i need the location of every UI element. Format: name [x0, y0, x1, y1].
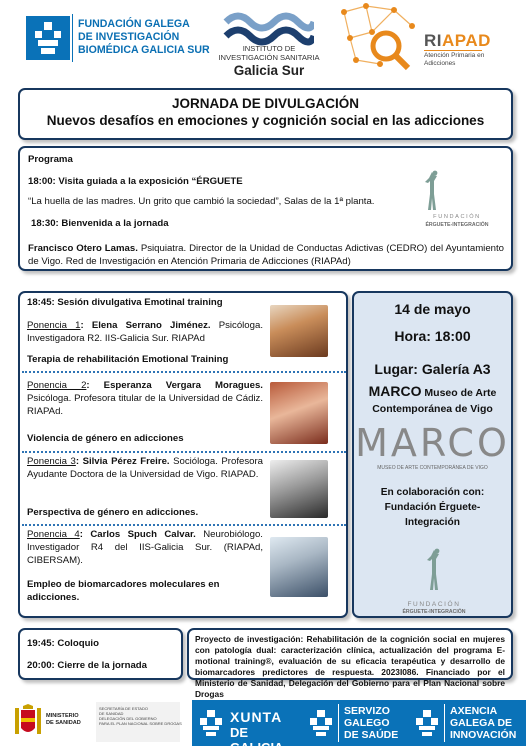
speaker-3-photo [270, 460, 328, 518]
axencia-galega-innovacion-logo: AXENCIA GALEGA DE INNOVACIÓN [408, 700, 526, 746]
sergas-emblem-icon [306, 708, 336, 738]
xunta-emblem-icon [196, 708, 226, 738]
session-panel [18, 291, 348, 618]
ponencia-4: Ponencia 4: Carlos Spuch Calvar. Neurobiólogo. Investigador R4 del IIS-Galicia Sur. (RIAPAd, CIBERSAM). [27, 529, 263, 566]
event-date: 14 de mayo [394, 301, 471, 317]
ponencia-1-topic: Terapia de rehabilitación Emotional Training [27, 354, 229, 365]
fundacion-galega-emblem [26, 16, 70, 60]
coloquio-item: 19:45: Coloquio [27, 638, 99, 649]
ponencia-2: Ponencia 2: Esperanza Vergara Moragues. Psicóloga. Profesora titular de la Universidad de Cádiz. RIAPAd. [27, 380, 263, 417]
marco-logo-subtitle: MUSEO DE ARTE CONTEMPORÁNEA DE VIGO [377, 465, 488, 471]
collaboration-note: En colaboración con: Fundación Érguete- Integración [380, 487, 485, 528]
programa-panel [18, 146, 513, 271]
opening-speaker-desc: Psiquiatra. Director de la Unidad de Conductas Adictivas (CEDRO) del Ayuntamiento de Vigo. Red de Investigación en Atención Primaria de Adicciones (RIAPAd) [28, 243, 504, 267]
spain-coat-of-arms-icon [14, 704, 42, 740]
event-info-panel [352, 291, 513, 618]
divider-3 [22, 524, 346, 526]
ponencia-3: Ponencia 3: Silvia Pérez Freire. Socióloga. Profesora Ayudante Doctora de la Universidad de Vigo. RIAPAD. [27, 456, 263, 480]
marco-venue: MARCO Museo de Arte [368, 383, 497, 399]
ponencia-3-topic: Perspectiva de género en adicciones. [27, 507, 199, 518]
event-time: Hora: 18:00 [394, 328, 471, 344]
closing-panel [18, 628, 183, 680]
riapad-subtitle: Atención Primaria en Adicciones [424, 52, 485, 67]
erguete-figure-icon [422, 170, 442, 215]
ponencia-4-topic: Empleo de biomarcadores moleculares en adicciones. [27, 579, 220, 603]
secretaria-text: SECRETARÍA DE ESTADO DE SANIDAD DELEGACIÓN DEL GOBIERNO PARA EL PLAN NACIONAL SOBRE DROGAS [99, 706, 182, 726]
ponencia-2-topic: Violencia de género en adicciones [27, 433, 184, 444]
fundacion-separator [72, 14, 73, 62]
ministerio-sanidad-text: MINISTERIO DE SANIDAD [46, 713, 81, 726]
visit-time-title: 18:00: Visita guiada a la exposición “ÉRGUETE [28, 176, 243, 187]
speaker-2-photo [270, 382, 328, 444]
opening-speaker-name: Francisco Otero Lamas. [28, 243, 138, 254]
opening-speaker [28, 242, 504, 268]
event-place: Lugar: Galería A3 [374, 361, 491, 377]
ponencia-1: Ponencia 1: Elena Serrano Jiménez. Psicóloga. Investigadora R2. IIS-Galicia Sur. RIAPAd [27, 320, 263, 344]
marco-venue-line2: Contemporánea de Vigo [372, 403, 493, 415]
iis-galicia-sur-name: Galicia Sur [233, 63, 305, 78]
erguete-fundacion-word: FUNDACIÓN [433, 214, 481, 220]
programa-heading: Programa [28, 154, 73, 165]
riapad-network-icon [336, 2, 418, 74]
fundacion-galega-name: FUNDACIÓN GALEGA DE INVESTIGACIÓN BIOMÉDICA GALICIA SUR [78, 18, 210, 56]
divider-1 [22, 371, 346, 373]
marco-logo: MARCO [355, 421, 510, 465]
speaker-4-photo [270, 537, 328, 597]
event-main-title: Nuevos desafíos en emociones y cognición social en las adicciones [46, 113, 485, 128]
session-heading: 18:45: Sesión divulgativa Emotinal training [27, 297, 223, 308]
iis-galicia-sur-logo-icon [222, 8, 314, 48]
event-type-title: JORNADA DE DIVULGACIÓN [171, 96, 359, 111]
riapad-underline [424, 50, 482, 51]
project-panel [187, 628, 513, 699]
erguete-figure-icon-2 [424, 548, 444, 597]
visit-description: “La huella de las madres. Un grito que cambió la sociedad”, Salas de la 1ª planta. [28, 196, 375, 207]
cierre-item: 20:00: Cierre de la jornada [27, 660, 147, 671]
title-panel [18, 88, 513, 140]
iis-institute-label: INSTITUTO DE INVESTIGACIÓN SANITARIA [218, 44, 320, 62]
axencia-emblem-icon [412, 708, 442, 738]
xunta-de-galicia-logo: XUNTA DE GALICIA [192, 700, 302, 746]
project-description: Proyecto de investigación: Rehabilitación de la cognición social en mujeres con patología dual: caracterización clínica, actualización del programa E-motional training®, evaluación de su eficacia terapéutica y desarrollo de biomarcadores predictores de respuesta. 2023I086. Financiado por el Ministerio de Sanidad, Delegación del Gobierno para el Plan Nacional sobre Drogas [195, 634, 505, 699]
sergas-logo: SERVIZO GALEGO DE SAÚDE [302, 700, 408, 746]
welcome-item: 18:30: Bienvenida a la jornada [31, 218, 169, 229]
riapad-wordmark: RIAPAD [424, 31, 491, 50]
erguete-name-2: ÉRGUETE-INTEGRACIÓN [402, 609, 466, 615]
speaker-1-photo [270, 305, 328, 357]
erguete-fundacion-word-2: FUNDACIÓN [407, 601, 461, 608]
erguete-name: ÉRGUETE-INTEGRACIÓN [425, 222, 489, 228]
divider-2 [22, 451, 346, 453]
